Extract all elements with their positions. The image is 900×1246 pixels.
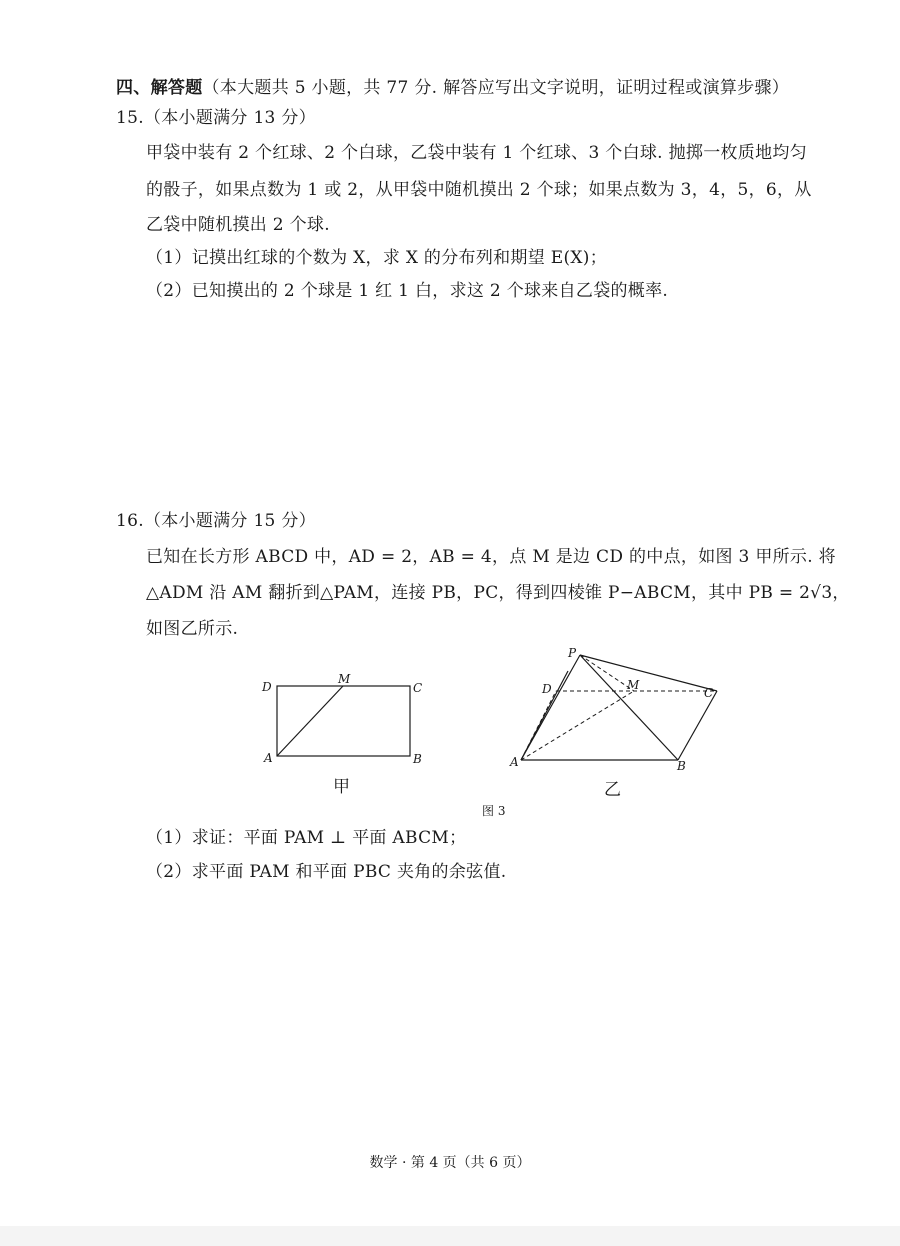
label-p: P (568, 646, 577, 660)
q15-line-1: 甲袋中装有 2 个红球、2 个白球，乙袋中装有 1 个红球、3 个白球. 抛掷一枚质地均匀 (146, 143, 807, 163)
label-c-left: C (413, 681, 423, 695)
q15-line-3: 乙袋中随机摸出 2 个球. (146, 215, 330, 235)
q15-part-1: （1）记摸出红球的个数为 X，求 X 的分布列和期望 E(X)； (146, 248, 608, 268)
rectangle-abcd (277, 686, 410, 756)
edge-pm-hidden (580, 655, 634, 691)
section-note: （本大题共 5 小题，共 77 分. 解答应写出文字说明，证明过程或演算步骤） (202, 78, 790, 98)
scan-bottom-edge (0, 1226, 900, 1246)
q15-part-2: （2）已知摸出的 2 个球是 1 红 1 白，求这 2 个球来自乙袋的概率. (146, 281, 669, 301)
q16-line-1: 已知在长方形 ABCD 中，AD = 2，AB = 4，点 M 是边 CD 的中点，如图 3 甲所示. 将 (146, 547, 836, 567)
segment-am (277, 686, 343, 756)
figure-caption: 图 3 (482, 804, 506, 818)
edge-pb (580, 655, 678, 760)
figure-left-label: 甲 (333, 777, 350, 797)
label-a-right: A (510, 755, 519, 769)
edge-bc (678, 691, 717, 760)
label-m-right: M (627, 678, 640, 692)
q15-header (116, 106, 316, 130)
label-c-right: C (704, 686, 714, 700)
figure-right-label: 乙 (604, 780, 621, 800)
q16-part-1: （1）求证：平面 PAM ⊥ 平面 ABCM； (146, 828, 467, 848)
label-b-right: B (677, 759, 686, 773)
figure-3 (0, 645, 900, 815)
page-footer: 数学 · 第 4 页（共 6 页） (369, 1155, 531, 1171)
label-a-left: A (264, 751, 273, 765)
q16-line-3: 如图乙所示. (146, 619, 239, 639)
label-b-left: B (413, 752, 422, 766)
q16-score: （本小题满分 15 分） (143, 511, 316, 531)
q15-number: 15. (116, 108, 144, 128)
label-d-right: D (542, 682, 552, 696)
q15-line-2: 的骰子，如果点数为 1 或 2，从甲袋中随机摸出 2 个球；如果点数为 3，4，5，6，从 (146, 180, 812, 200)
section-heading (116, 76, 789, 100)
q16-part-2: （2）求平面 PAM 和平面 PBC 夹角的余弦值. (146, 862, 507, 882)
figure-left (261, 672, 422, 766)
q16-header (116, 509, 316, 533)
q15-score: （本小题满分 13 分） (143, 108, 316, 128)
q16-line-2: △ADM 沿 AM 翻折到△PAM，连接 PB，PC，得到四棱锥 P−ABCM，其中 PB = 2√3， (146, 583, 850, 603)
label-d-left: D (262, 680, 272, 694)
q16-number: 16. (116, 511, 144, 531)
edge-pc (580, 655, 717, 691)
label-m-left: M (338, 672, 351, 686)
figure-right (509, 646, 717, 773)
section-title: 四、解答题 (116, 78, 203, 98)
